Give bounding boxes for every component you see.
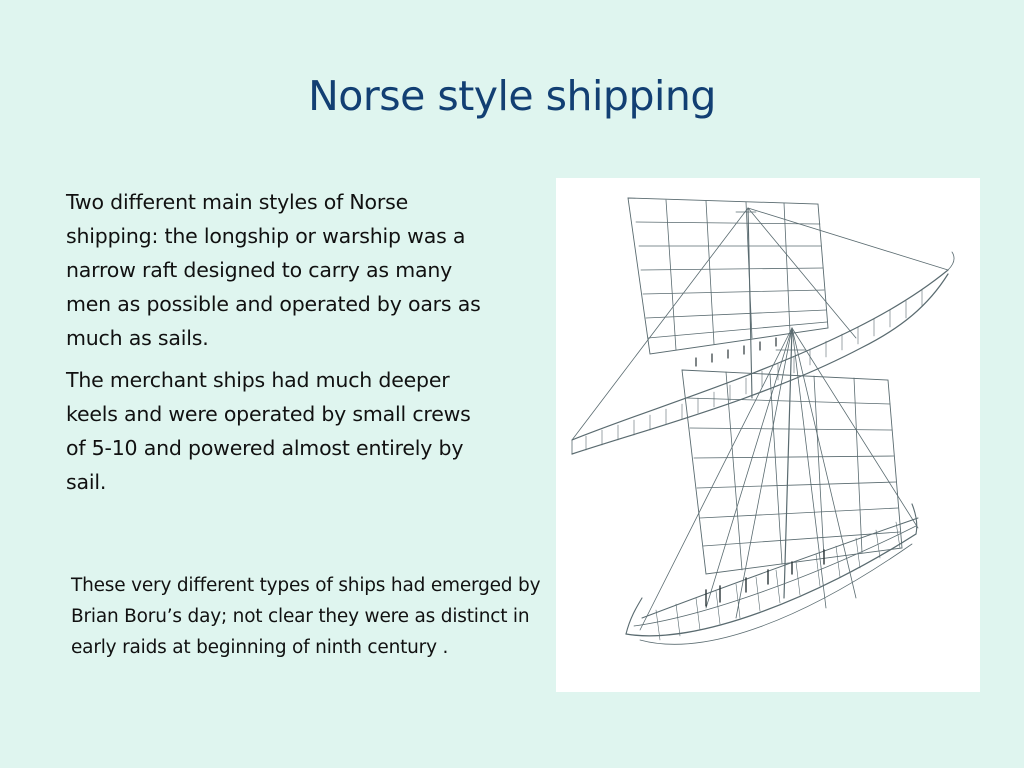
- paragraph-longship: Two different main styles of Norse shipping: the longship or warship was a narrow raft designed to carry as many men as possible and operated by oars as much as sails.: [66, 190, 481, 350]
- ship-illustration: [556, 178, 980, 692]
- footnote-text: These very different types of ships had emerged by Brian Boru’s day; not clear they were as distinct in early raids at beginning of ninth century .: [71, 575, 541, 658]
- paragraph-merchant-ships: The merchant ships had much deeper keels and were operated by small crews of 5-10 and powered almost entirely by sail.: [66, 368, 471, 494]
- slide-title: Norse style shipping: [308, 72, 716, 120]
- viking-ships-illustration-icon: [556, 178, 980, 692]
- slide-body: [66, 185, 496, 507]
